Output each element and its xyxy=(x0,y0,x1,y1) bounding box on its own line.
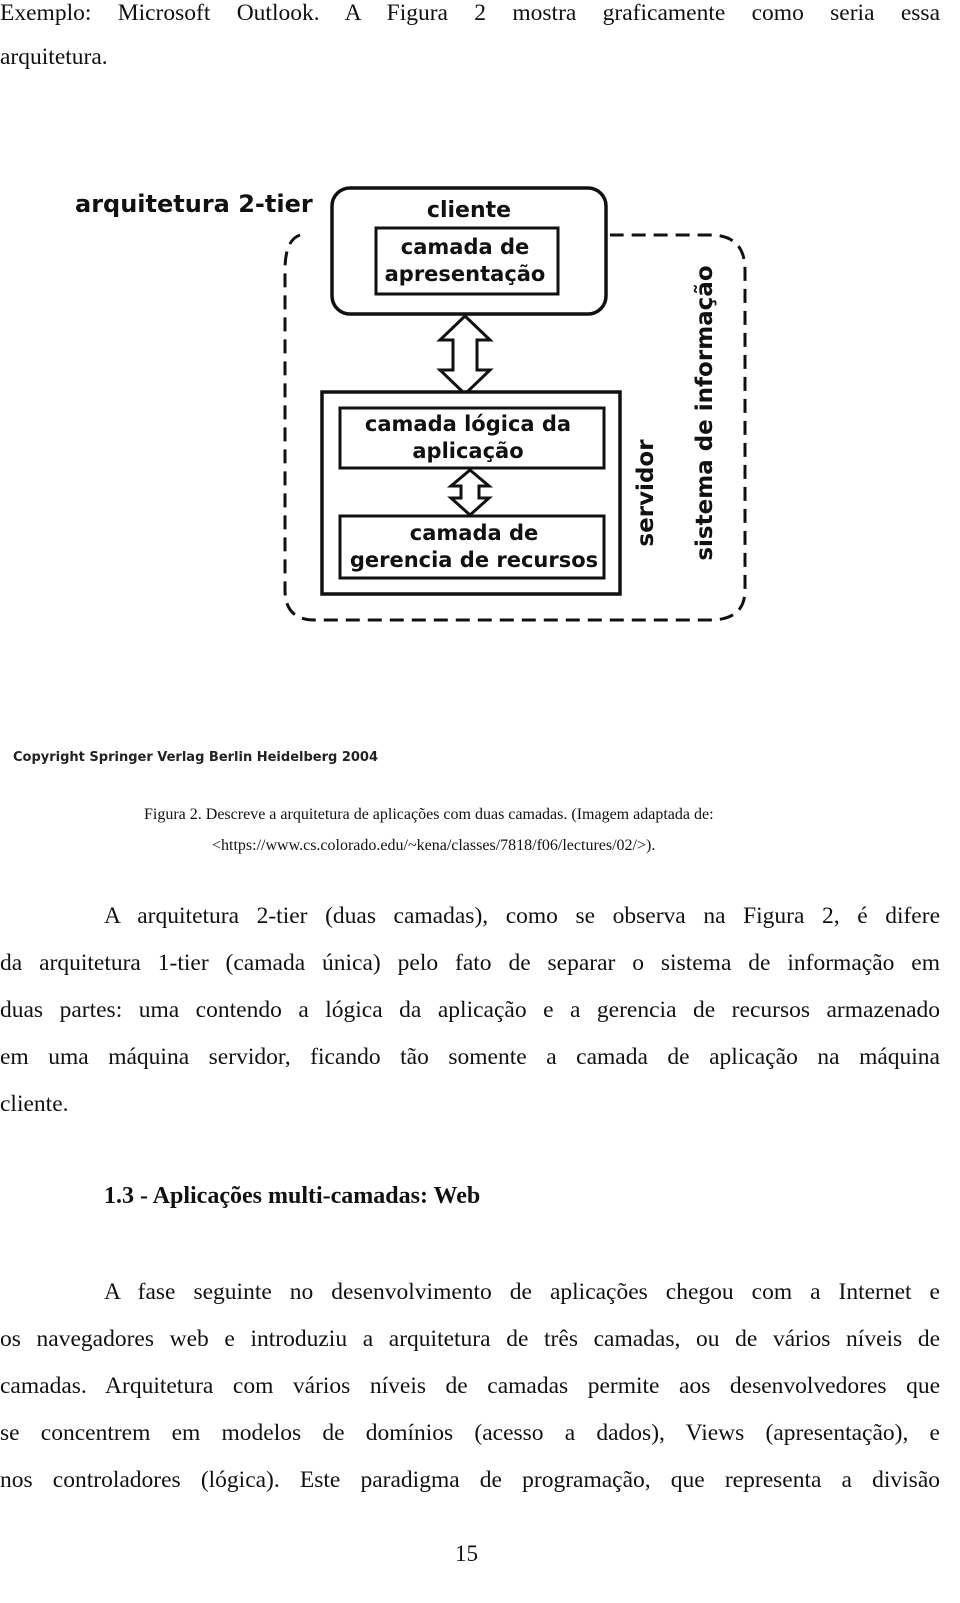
paragraph1-line: cliente. xyxy=(0,1091,69,1117)
intro-line-1: Exemplo: Microsoft Outlook. A Figura 2 mostra graficamente como seria essa xyxy=(0,0,940,26)
client-label: cliente xyxy=(426,198,512,223)
paragraph2-line: camadas. Arquitetura com vários níveis de camadas permite aos desenvolvedores que xyxy=(0,1373,940,1399)
paragraph1-line: da arquitetura 1-tier (camada única) pelo fato de separar o sistema de informação em xyxy=(0,950,940,976)
copyright-notice: Copyright Springer Verlag Berlin Heidelberg 2004 xyxy=(13,750,379,765)
logic-line-2: aplicação xyxy=(412,439,524,463)
paragraph2-line: A fase seguinte no desenvolvimento de aplicações chegou com a Internet e xyxy=(104,1279,940,1305)
presentation-line-1: camada de xyxy=(400,235,530,259)
resource-line-1: camada de xyxy=(409,521,539,545)
logic-line-1: camada lógica da xyxy=(364,412,572,436)
paragraph1-line: duas partes: uma contendo a lógica da aplicação e a gerencia de recursos armazenado xyxy=(0,997,940,1023)
double-arrow-icon xyxy=(440,316,490,394)
figure-caption-line-2: <https://www.cs.colorado.edu/~kena/classes/7818/f06/lectures/02/>). xyxy=(212,837,656,854)
presentation-line-2: apresentação xyxy=(384,262,546,286)
intro-line-2: arquitetura. xyxy=(0,44,108,70)
architecture-diagram xyxy=(0,170,960,870)
paragraph2-line: nos controladores (lógica). Este paradigma de programação, que representa a divisão xyxy=(0,1467,940,1493)
page-number: 15 xyxy=(455,1541,478,1566)
system-label: sistema de informação xyxy=(692,265,718,561)
paragraph2-line: os navegadores web e introduziu a arquitetura de três camadas, ou de vários níveis de xyxy=(0,1326,940,1352)
server-label: servidor xyxy=(633,439,659,547)
resource-line-2: gerencia de recursos xyxy=(349,548,599,572)
paragraph2-line: se concentrem em modelos de domínios (acesso a dados), Views (apresentação), e xyxy=(0,1420,940,1446)
paragraph1-line: em uma máquina servidor, ficando tão somente a camada de aplicação na máquina xyxy=(0,1044,940,1070)
figure-caption-line-1: Figura 2. Descreve a arquitetura de aplicações com duas camadas. (Imagem adaptada de: xyxy=(144,806,714,823)
section-heading: 1.3 - Aplicações multi-camadas: Web xyxy=(104,1183,481,1209)
diagram-title: arquitetura 2-tier xyxy=(75,190,313,218)
paragraph1-line: A arquitetura 2-tier (duas camadas), como se observa na Figura 2, é difere xyxy=(104,903,940,929)
